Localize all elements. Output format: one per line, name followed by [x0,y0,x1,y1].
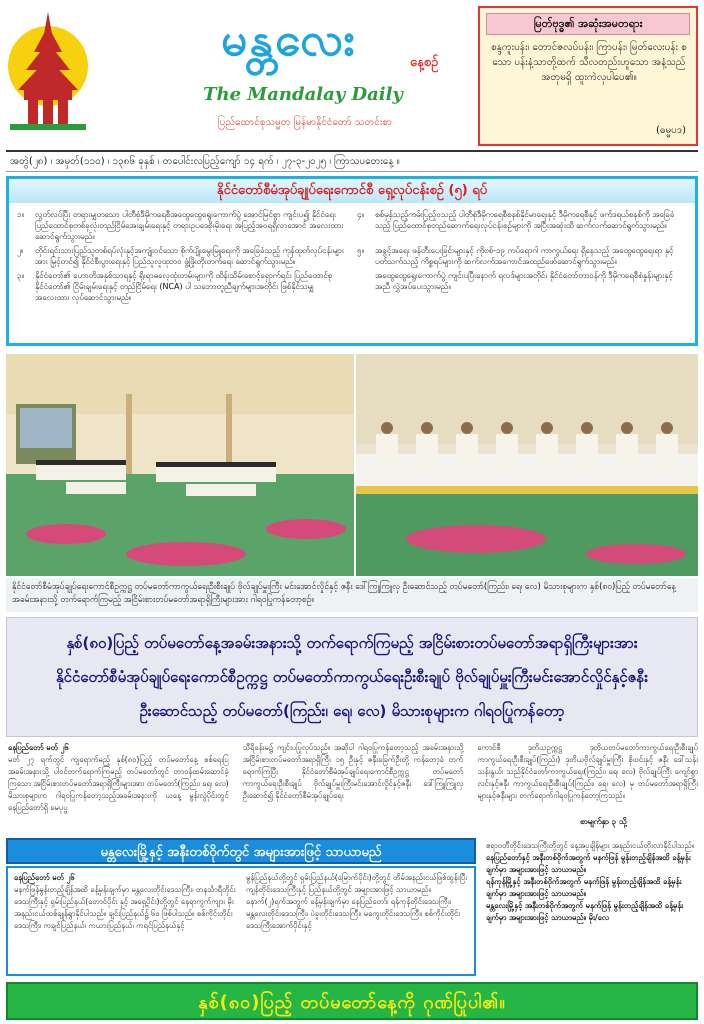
article-text: မတ် ၂၇ ရက်တွင် ကျရောက်မည့် နှစ်(၈၀)ပြည့် တပ်မတော်နေ့ စစ်ရေးပြအခမ်းအနားသို့ ပါဝင်တက်ရောက်ကြမည့် တပ်မတော်တွင် တာဝန်ထမ်းဆောင်ခဲ့ကြသော အငြိမ်းစားတပ်မတော်အရာရှိကြီးများအား တပ်မတော်(ကြည်း၊ ရေ၊ လေ) မိသားစုများက ဂါရဝပြုကန်တော့သည့်အခမ်းအနားကို ယနေ့ မွန်းလွဲပိုင်းတွင် နေပြည်တော်ရှိ မေပုပ္ဖ [8,755,229,812]
masthead [0,0,704,152]
objective-item: ၅။ အခွင့်အရေး ဖန်တီးပေးခြင်းများနှင့် ကိုဗစ်-၁၉ ကပ်ရောဂါ ကာကွယ်ရေး ရှိနေသည့် အထွေထွေရေးရာ နှင့် ပတ်သက်သည့် ကိစ္စရပ်များကို ဆက်လက်အကောင်အထည်ဖော်ဆောင်ရွက်သွားမည်။ [357,246,674,266]
quote-text: စန္ဒကူးပန်း၊ တောင်ဇလပ်ပန်း၊ ကြာပန်း၊ မြတ်လေးပန်း စသော ပန်းနံ့သာတို့ထက် သီလတည်းဟူသော အနံ့သည် အတုမရှိ ထူးကဲလှပါပေ၏။ [491,42,687,83]
weather-column [14,872,236,970]
hall-audience-photo [6,354,354,576]
continued-on-page: စာမျက်နှာ ၃ သို့ [580,817,627,826]
main-headline [6,617,698,737]
city-forecasts [482,838,698,978]
weather-column [246,872,468,970]
forecast-paragraph: ဧရာဝတီတိုင်းဒေသကြီးတို့တွင် နေ့အပူချိန်များ အနည်းငယ်တိုးလာနိုင်ပါသည်။ [486,841,694,850]
objective-item: ၃။ နိုင်ငံတော်၏ ဟောတိအနှစ်သာရနှင့် ရိုးရာဓလေ့ထုံးတမ်းများကို ထိန်းသိမ်းစောင့်ရှောက်ရင်း ပြည်ထောင်စုနိုင်ငံတော်၏ ငြိမ်းချမ်းရေးနှင့် တည်ငြိမ်ရေး (NCA) ပါ သဘောတူညီချက်များအတိုင်း ဖြစ်နိုင်သမျှ အလေးထား လုပ်ဆောင်သွားမည်။ [17,271,333,302]
weather-dateline: နေပြည်တော် မတ် ၂၆ [14,873,75,882]
english-title: The Mandalay Daily [203,84,403,105]
article-column [8,742,229,830]
quote-reference: (ဓမ္မပဒ) [655,125,686,136]
issue-dateline: အတွဲ(၂၈) ၊ အမှတ်(၁၁၀) ၊ ၁၃၈၆ ခုနှစ် ၊ တပေါင်းလပြည့်ကျော် ၁၄ ရက် ၊ ၂၇-၃-၂၀၂၅ ၊ ကြာသပတေးနေ့ ။ [6,150,698,172]
ceremony-photos [6,354,698,576]
article-text: သီရိခန်းမ၌ ကျင်းပပြုလုပ်သည်။ အဆိုပါ ဂါရဝပြုကန်တော့သည့် အခမ်းအနားသို့ အငြိမ်းစားတပ်မတော်အရာရှိကြီး ၁၅ ဦးနှင့် ဇနီးခြေက်ဦးတို့ ကန်တော့ခံ တက်ရောက်ကြပြီး နိုင်ငံတော်စီမံအုပ်ချုပ်ရေးကောင်စီဥက္ကဋ္ဌ တပ်မတော်ကာကွယ်ရေးဦးစီးချုပ် ဗိုလ်ချုပ်မှူးကြီးမင်းအောင်လှိုင်နှင့်ဇနီး ဒေါ်ကြူကြူလှ ဦးဆောင်၍ နိုင်ငံတော်စီမံအုပ်ချုပ်ရေး [242,743,464,800]
objective-item: အထွေထွေရွေးကောက်ပွဲ ကျင်းပပြီးနောက် ရလဒ်များအတိုင်း နိုင်ငံတော်တာဝန်ကို ဒီမိုကရေစီစံနှုန်းများနှင့်အညီ လွှဲအပ်ပေးသွားမည်။ [375,271,673,291]
forecast-paragraph: မန္တလေးမြို့နှင့် အနီးတစ်ဝိုက်အတွက် မနက်ဖြန် မွန်းတည့်ချိန်အထိ ခန့်မှန်းချက်မှာ အများအားဖြင့် သာယာမည်။ မိုး/လေ [486,901,684,922]
weather-heading: မန္တလေးမြို့နှင့် အနီးတစ်ဝိုက်တွင် အများအားဖြင့် သာယာမည် [6,838,476,864]
dignitaries-stage-photo [356,354,698,576]
armed-forces-day-banner: နှစ်(၈၀)ပြည့် တပ်မတော်နေ့ကို ဂုဏ်ပြုပါ၏။ [6,982,698,1020]
weather-body [6,866,476,976]
article-column [243,742,464,830]
publisher-tagline: ပြည်ထောင်စုသမ္မတ မြန်မာနိုင်ငံတော် သတင်းစာ [217,117,393,128]
newspaper-title: မန္တလေး [221,12,357,66]
article-text: ကောင်စီ ဒုတိယဥက္ကဋ္ဌ ဒုတိယတပ်မတော်ကာကွယ်ရေးဦးစီးချုပ် ကာကွယ်ရေးဦးစီးချုပ်(ကြည်း) ဒုတိယဗိုလ်ချုပ်မှူးကြီး စိုးဝင်းနှင့် ဇနီး ဒေါ်သန်းသန်းနွယ်၊ သည်နိုင်ငံတော်ကာကွယ်ရေး(ကြည်း၊ ရေ၊ လေ) ဗိုလ်ချုပ်ကြီး ကျော်စွာလင်းနှင့်ဇနီး ကာကွယ်ရေးဦးစီးချုပ်(ကြည်း၊ ရေ၊ လေ) မှ တပ်မတော်အရာရှိကြီးများနှင့်ဇနီးများ တက်ရောက်ဂါရဝပြုကန်တော့ကြသည်။ [477,743,698,800]
headline-line: ဦးဆောင်သည့် တပ်မတော်(ကြည်း၊ ရေ၊ လေ) မိသားစုများက ဂါရဝပြုကန်တော့ [139,702,565,720]
objective-item: ၄။ စစ်မှန်သည့်ကမ်းပြည့်ဝသည့် ပါတီစုံဒီမိုကရေစီစနစ်နိုင်မာရေးနှင့် ဒီမိုကရေစီနှင့် ဖက်ဒရယ်စနစ်ကို အခြေခံသည့် ပြည်ထောင်စုတည်ဆောက်ရေးလုပ်ငန်းစဉ်များကို အပြီးအဆုံးထိ ဆက်လက်ဆောင်ရွက်သွားမည်။ [357,210,675,230]
photo-caption: နိုင်ငံတော်စီမံအုပ်ချုပ်ရေးကောင်စီဥက္ကဋ္ဌ တပ်မတော်ကာကွယ်ရေးဦးစီးချုပ် ဗိုလ်ချုပ်မှူးကြီး မင်းအောင်လှိုင်နှင့် ဇနီး ဒေါ်ကြူကြူလှ ဦးဆောင်သည့် တပ်မတော်(ကြည်း၊ ရေ၊ လေ) မိသားစုများက နှစ်(၈၀)ပြည့် တပ်မတော်နေ့ အခမ်းအနားသို့ တက်ရောက်ကြမည့် အငြိမ်းစားတပ်မတော်အရာရှိကြီးများအား ဂါရဝပြုကန်တော့စဉ်။ [6,578,698,612]
objective-item: ၂။ တိုင်းရင်းသားပြည်သူတစ်ရပ်လုံးနှင့်အကျုံးဝင်သော စိုက်ပျိုးမွေးမြူရေးကို အခြေခံသည့် ကုန်ထုတ်လုပ်ငန်းများအား မြှင့်တင်၍ နိုင်ငံစီးပွားရေးနှင့် ပြည်သူလူထုဘဝ ဖွံ့ဖြိုးတိုးတက်ရေး ဆောင်ရွက်သွားမည်။ [17,246,344,266]
headline-line: နှစ်(၈၀)ပြည့် တပ်မတော်နေ့အခမ်းအနားသို့ တက်ရောက်ကြမည့် အငြိမ်းစားတပ်မတော်အရာရှိကြီးများအား [66,634,638,652]
edition-label: နေ့စဉ် [410,55,439,70]
forecast-paragraph: နေပြည်တော်နှင့် အနီးတစ်ဝိုက်အတွက် မနက်ဖြန် မွန်းတည့်ချိန်အထိ ခန့်မှန်းချက်မှာ အများအားဖြင့် သာယာမည်။ [486,853,691,874]
weather-text: မနက်ဖြန်မွန်းတည့်ချိန်အထိ ခန့်မှန်းချက်မှာ မန္တလေးတိုင်းဒေသကြီး၊ တနင်္သာရီတိုင်းဒေသကြီးနှင့် ရှမ်းပြည်နယ်(တောင်ပိုင်း နှင့် အရှေ့ပိုင်း)တို့တွင် နေရာကွက်ကျား မိုးအနည်းငယ်ထစ်ချုန်ရွာနိုင်ပါသည်။ ချင်းပြည်နယ်၌ ၆၀ ဖြစ်ပါသည်။ စစ်ကိုင်းတိုင်းဒေသကြီး၊ ကချင်ပြည်နယ်၊ ကယားပြည်နယ်၊ ကရင်ပြည်နယ်နှင့် [14,885,236,930]
article-dateline: နေပြည်တော် မတ် ၂၆ [8,743,69,752]
council-objectives-box [6,176,698,346]
objectives-heading: နိုင်ငံတော်စီမံအုပ်ချုပ်ရေးကောင်စီ ရှေ့လုပ်ငန်းစဉ် (၅) ရပ် [9,179,695,203]
weather-text: မွန်ပြည်နယ်တို့တွင် ရှမ်းပြည်နယ်(မြောက်ပိုင်း)တို့တွင် တိမ်အနည်းငယ်ဖြစ်ထွန်းပြီး ကျန်တိုင်းဒေသကြီးနှင့် ပြည်နယ်တို့တွင် အများအားဖြင့် သာယာမည်။ နောက်(၂)ရက်အတွက် ခန့်မှန်းချက်မှာ နေပြည်တော်၊ ရန်ကုန်တိုင်းဒေသကြီး၊ မန္တလေးတိုင်းဒေသကြီး၊ ပဲခူးတိုင်းဒေသကြီး၊ မကွေးတိုင်းဒေသကြီး၊ စစ်ကိုင်းတိုင်းဒေသကြီးအောက်ပိုင်းနှင့် [246,873,468,930]
objective-item: ၁။ လွတ်လပ်ပြီး တရားမျှတသော ပါတီစုံဒီမိုကရေစီအထွေထွေရွေးကောက်ပွဲ အောင်မြင်စွာ ကျင်းပ၍ နိုင်ငံရေး ပြည်ထောင်စုတစ်ခုလုံးတည်ငြိမ်အေးချမ်းရေးနှင့် တရားဥပဒေစိုးမိုးရေး အပြည့်အဝရရှိလာအောင် အလေးထားဆောင်ရွက်သွားမည်။ [17,210,344,241]
forecast-paragraph: ရန်ကုန်မြို့နှင့် အနီးတစ်ဝိုက်အတွက် မနက်ဖြန် မွန်းတည့်ချိန်အထိ ခန့်မှန်းချက်မှာ အများအားဖြင့် သာယာမည်။ [486,877,682,898]
objectives-list [9,203,695,309]
weather-forecast-box [6,838,698,978]
quote-title: မြတ်ဗုဒ္ဓ၏ အဆုံးအမတရား [486,13,690,35]
buddha-teaching-box [478,6,698,146]
pagoda-logo-icon [4,4,92,134]
headline-line: နိုင်ငံတော်စီမံအုပ်ချုပ်ရေးကောင်စီဥက္ကဋ္ဌ တပ်မတော်ကာကွယ်ရေးဦးစီးချုပ် ဗိုလ်ချုပ်မှူးကြီးမင်းအောင်လှိုင်နှင့်ဇနီး [55,668,649,686]
